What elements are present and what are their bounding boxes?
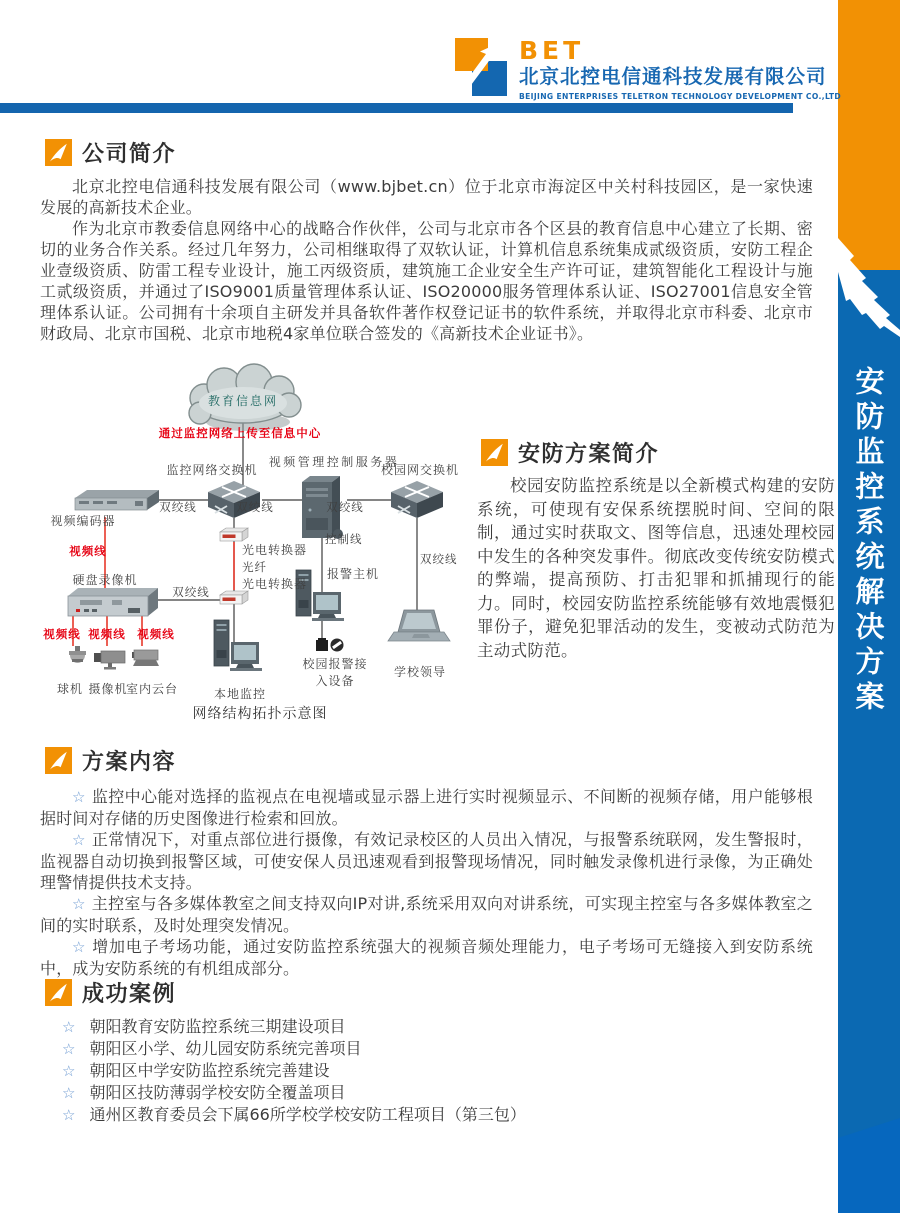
logo-acronym: BET xyxy=(519,36,585,65)
video-line-label: 视频线 xyxy=(137,627,175,641)
company-intro-text xyxy=(40,176,813,344)
video-line-label: 视频线 xyxy=(88,627,126,641)
section-title: 安防方案简介 xyxy=(518,442,660,467)
section-marker-icon xyxy=(45,979,72,1006)
star-icon: ☆ xyxy=(62,1018,76,1036)
company-logo xyxy=(455,38,841,101)
twisted-pair-label: 双绞线 xyxy=(326,500,364,514)
campus-switch-label: 校园网交换机 xyxy=(380,463,460,477)
header-divider-bar xyxy=(0,103,793,113)
box-camera-icon xyxy=(94,651,125,670)
solution-intro-paragraph: 校园安防监控系统是以全新模式构建的安防系统，可使现有安保系统摆脱时间、空间的限制，通过实时获取文、图等信息，迅速处理校园中发生的各种突发事件。彻底改变传统安防模式的弊端，提高预防、打击犯罪和抓捕现行的能力。同时，校园安防监控系统能够有效地震慑犯罪份子，避免犯罪活动的发生，变被动式防范为主动式防范。 xyxy=(477,476,835,660)
indoor-ptz-label: 室内云台 xyxy=(125,682,179,696)
content-item-text: 主控室与各多媒体教室之间支持双向IP对讲,系统采用双向对讲系统，可实现主控室与各多媒体教室之间的实时联系，及时处理突发情况。 xyxy=(40,894,814,935)
local-monitor-label: 本地监控 xyxy=(213,687,267,701)
star-icon: ☆ xyxy=(62,1084,76,1102)
star-icon: ☆ xyxy=(62,1106,76,1124)
case-item-text: 朝阳区中学安防监控系统完善建设 xyxy=(89,1061,330,1080)
star-icon: ☆ xyxy=(72,788,86,806)
intro-paragraph: 北京北控电信通科技发展有限公司（www.bjbet.cn）位于北京市海淀区中关村科技园区，是一家快速发展的高新技术企业。 xyxy=(40,177,813,217)
twisted-pair-label: 双绞线 xyxy=(236,500,274,514)
optical-converter-label: 光电转换器 xyxy=(242,543,308,557)
section-success-cases-header xyxy=(45,977,176,1008)
company-name-zh: 北京北控电信通科技发展有限公司 xyxy=(519,65,827,88)
solution-intro-text xyxy=(477,474,835,662)
upload-note-label: 通过监控网络上传至信息中心 xyxy=(158,426,322,440)
content-item xyxy=(40,936,813,979)
success-cases-list xyxy=(62,1016,526,1126)
star-icon: ☆ xyxy=(62,1062,76,1080)
section-marker-icon xyxy=(45,139,72,166)
network-topology-diagram xyxy=(28,358,463,730)
campus-alarm-label-2: 入设备 xyxy=(315,674,355,688)
monitor-switch-label: 监控网络交换机 xyxy=(166,463,258,477)
dome-camera-icon xyxy=(69,646,86,663)
diagram-caption: 网络结构拓扑示意图 xyxy=(192,706,328,722)
case-item xyxy=(62,1082,526,1104)
star-icon: ☆ xyxy=(62,1040,76,1058)
section-marker-icon xyxy=(481,439,508,466)
case-item xyxy=(62,1104,526,1126)
laptop-icon xyxy=(388,610,450,641)
content-item-text: 正常情况下，对重点部位进行摄像，有效记录校区的人员出入情况，与报警系统联网，发生警报时，监视器自动切换到报警区域，可使安保人员迅速观看到报警现场情况，同时触发录像机进行录像，为正确处理警情提供技术支持。 xyxy=(40,830,813,892)
case-item-text: 朝阳教育安防监控系统三期建设项目 xyxy=(89,1017,346,1036)
section-solution-intro-header xyxy=(481,437,659,468)
video-encoder-label: 视频编码器 xyxy=(50,514,116,528)
optical-converter-icon xyxy=(220,591,248,604)
school-leader-label: 学校领导 xyxy=(393,665,447,679)
case-item xyxy=(62,1016,526,1038)
dome-camera-label: 球机 xyxy=(56,682,84,696)
campus-alarm-device-icon xyxy=(316,638,344,652)
content-item-text: 监控中心能对选择的监视点在电视墙或显示器上进行实时视频显示、不间断的视频存储，用户能够根据时间对存储的历史图像进行检索和回放。 xyxy=(40,787,813,828)
intro-paragraph: 作为北京市教委信息网络中心的战略合作伙伴，公司与北京市各个区县的教育信息中心建立了长期、密切的业务合作关系。经过几年努力，公司相继取得了双软认证，计算机信息系统集成贰级资质，安防工程企业壹级资质、防雷工程专业设计，施工丙级资质，建筑施工企业安全生产许可证，建筑智能化工程设计与施工贰级资质，并通过了ISO9001质量管理体系认证、ISO20000服务管理体系认证、ISO27001信息安全管理体系认证。公司拥有十余项自主研发并具备软件著作权登记证书的软件系统，并取得北京市科委、北京市财政局、北京市国税、北京市地税4家单位联合签发的《高新技术企业证书》。 xyxy=(40,219,813,343)
content-item-text: 增加电子考场功能，通过安防监控系统强大的视频音频处理能力，电子考场可无缝接入到安防系统中，成为安防系统的有机组成部分。 xyxy=(40,937,813,978)
video-line-label: 视频线 xyxy=(43,627,81,641)
section-title: 公司简介 xyxy=(82,142,177,167)
twisted-pair-label: 双绞线 xyxy=(420,552,458,566)
dvr-label: 硬盘录像机 xyxy=(72,573,138,587)
local-monitor-pc-icon xyxy=(214,620,262,671)
case-item xyxy=(62,1060,526,1082)
case-item-text: 朝阳区小学、幼儿园安防系统完善项目 xyxy=(89,1039,362,1058)
content-item xyxy=(40,829,813,893)
company-name-en: BEIJING ENTERPRISES TELETRON TECHNOLOGY DEVELOPMENT CO.,LTD xyxy=(519,92,842,101)
video-server-label: 视频管理控制服务器 xyxy=(268,455,400,469)
indoor-ptz-icon xyxy=(132,650,159,666)
case-item-text: 通州区教育委员会下属66所学校学校安防工程项目（第三包） xyxy=(89,1105,526,1124)
campus-switch-icon xyxy=(391,481,443,518)
case-item-text: 朝阳区技防薄弱学校安防全覆盖项目 xyxy=(89,1083,346,1102)
control-line-label: 控制线 xyxy=(325,532,363,546)
alarm-host-label: 报警主机 xyxy=(327,567,380,581)
content-item xyxy=(40,786,813,829)
twisted-pair-label: 双绞线 xyxy=(172,585,210,599)
fiber-label: 光纤 xyxy=(242,560,267,574)
twisted-pair-label: 双绞线 xyxy=(159,500,197,514)
content-item xyxy=(40,893,813,936)
section-solution-content-header xyxy=(45,745,176,776)
solution-content-list xyxy=(40,786,813,979)
side-banner xyxy=(838,0,900,1213)
dvr-icon xyxy=(68,588,158,616)
video-encoder-icon xyxy=(75,490,159,510)
section-marker-icon xyxy=(45,747,72,774)
star-icon: ☆ xyxy=(72,831,86,849)
optical-converter-label: 光电转换器 xyxy=(242,577,308,591)
section-title: 方案内容 xyxy=(82,750,177,775)
diagram-lines xyxy=(147,416,417,648)
video-line-label: 视频线 xyxy=(69,544,107,558)
star-icon: ☆ xyxy=(72,895,86,913)
section-title: 成功案例 xyxy=(82,982,177,1007)
star-icon: ☆ xyxy=(72,938,87,956)
vertical-page-title: 安防监控系统解决方案 xyxy=(851,366,886,716)
cloud-label: 教育信息网 xyxy=(207,394,279,408)
box-camera-label: 摄像机 xyxy=(88,682,128,696)
optical-converter-icon xyxy=(220,528,248,541)
case-item xyxy=(62,1038,526,1060)
campus-alarm-label-1: 校园报警接 xyxy=(302,657,368,671)
section-company-intro-header xyxy=(45,137,176,168)
logo-icon xyxy=(455,38,507,96)
